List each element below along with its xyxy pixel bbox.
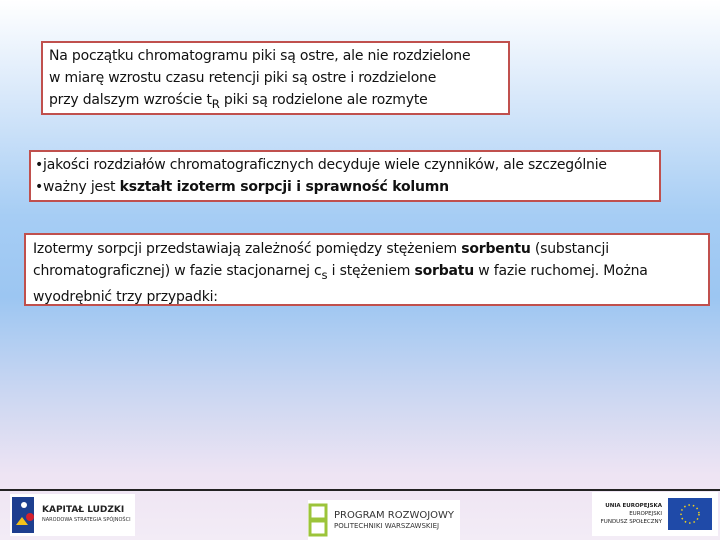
logo-title: KAPITAŁ LUDZKI — [42, 505, 125, 515]
text-line: w miarę wzrostu czasu retencji piki są ostre i rozdzielone — [49, 70, 437, 86]
logo-line: UNIA EUROPEJSKA — [605, 503, 662, 509]
text: i stężeniem — [327, 263, 415, 279]
text: •ważny jest — [35, 179, 120, 195]
logo-line: EUROPEJSKI — [629, 511, 662, 517]
logo-subtitle: POLITECHNIKI WARSZAWSKIEJ — [334, 521, 440, 530]
logo-title: PROGRAM ROZWOJOWY — [334, 509, 455, 521]
logo-program-rozwojowy — [308, 500, 460, 540]
logo-subtitle: NARODOWA STRATEGIA SPÓJNOŚCI — [42, 517, 131, 523]
text-box-isotherms — [24, 233, 710, 306]
text: piki są rodzielone ale rozmyte — [219, 92, 428, 108]
text: przy dalszym wzroście t — [49, 92, 212, 108]
text-box-peaks — [41, 41, 510, 115]
pw-program-icon — [308, 503, 330, 537]
text: Izotermy sorpcji przedstawiają zależność pomiędzy stężeniem — [33, 241, 462, 257]
bold-text: sorbatu — [414, 263, 475, 279]
text-line: •jakości rozdziałów chromatograficznych decyduje wiele czynników, ale szczególnie — [35, 157, 607, 173]
kapital-ludzki-icon — [10, 495, 38, 535]
text: (substancji chromatograficznej) w fazie stacjonarnej c — [33, 241, 609, 279]
eu-flag-icon — [668, 498, 712, 530]
text-line: Na początku chromatogramu piki są ostre, ale nie rozdzielone — [49, 48, 471, 64]
text-box-factors — [29, 150, 661, 202]
footer-divider — [0, 489, 720, 491]
subscript: R — [211, 96, 220, 111]
bold-text: sorbentu — [461, 241, 531, 257]
text-line — [35, 176, 655, 198]
logo-eu-efs — [592, 492, 718, 536]
text: w fazie ruchomej. Można wyodrębnić trzy przypadki: — [33, 263, 648, 305]
bold-text: kształt izoterm sorpcji i sprawność kolumn — [119, 179, 449, 195]
logo-line: FUNDUSZ SPOŁECZNY — [600, 519, 662, 525]
text-line — [49, 89, 502, 115]
subscript: s — [321, 267, 328, 282]
logo-kapital-ludzki — [10, 494, 135, 536]
